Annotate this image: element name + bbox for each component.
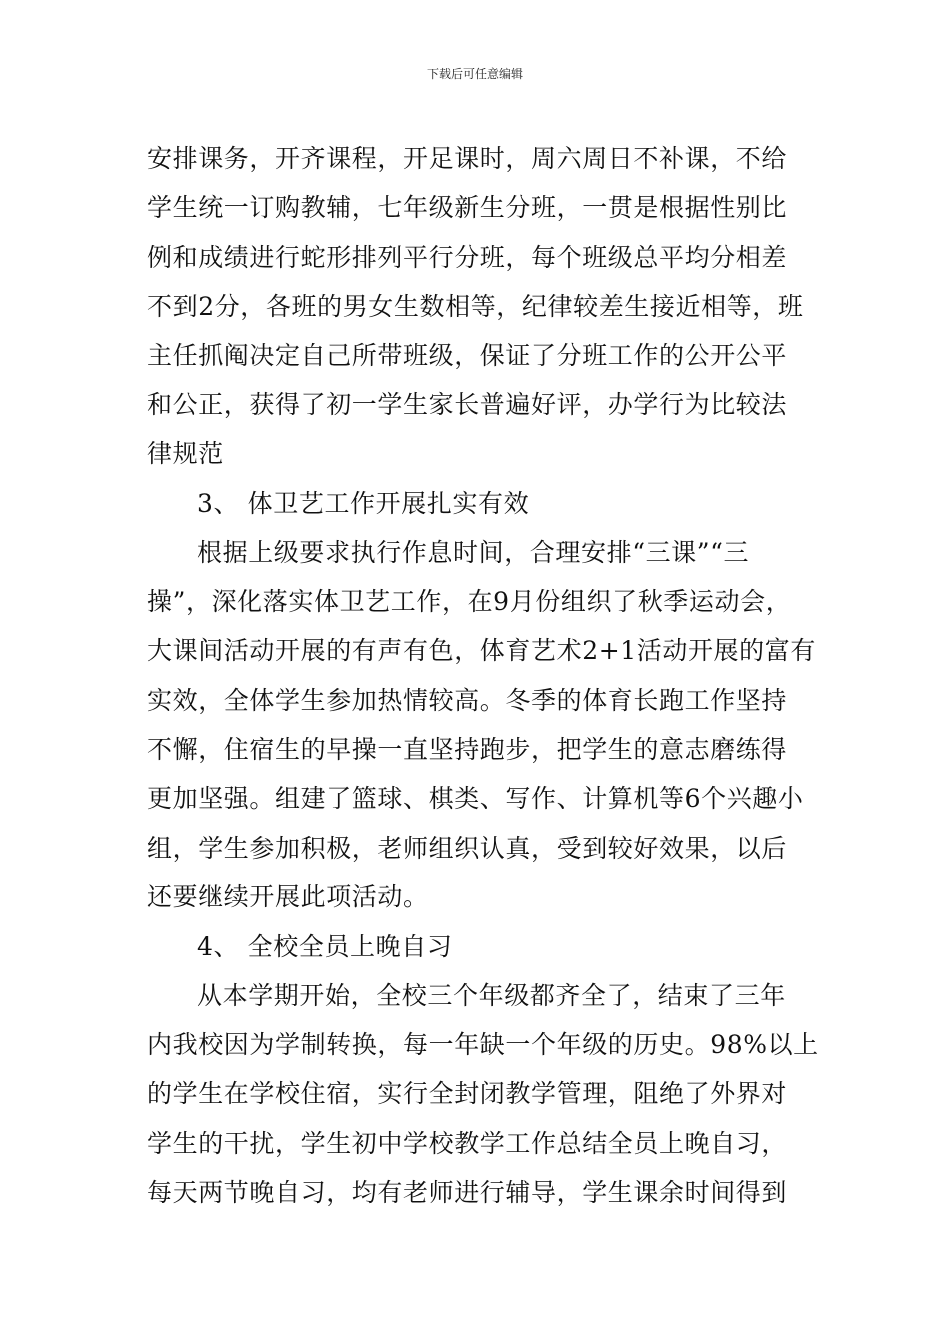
text-line: 学生的干扰，学生初中学校教学工作总结全员上晚自习， — [147, 1129, 788, 1158]
section-heading: 3、 体卫艺工作开展扎实有效 — [197, 489, 530, 518]
section-heading: 4、 全校全员上晚自习 — [197, 932, 453, 961]
text-line: 更加坚强。组建了篮球、棋类、写作、计算机等6个兴趣小 — [147, 784, 804, 813]
text-line: 不懈，住宿生的早操一直坚持跑步，把学生的意志磨练得 — [147, 735, 788, 764]
text-line: 例和成绩进行蛇形排列平行分班，每个班级总平均分相差 — [147, 243, 788, 272]
text-line: 不到2分，各班的男女生数相等，纪律较差生接近相等，班 — [147, 292, 804, 321]
text-line: 组，学生参加积极，老师组织认真，受到较好效果，以后 — [147, 834, 788, 863]
text-line: 操”，深化落实体卫艺工作，在9月份组织了秋季运动会， — [147, 587, 792, 616]
text-line: 根据上级要求执行作息时间，合理安排“三课”“三 — [197, 538, 750, 567]
text-line: 和公正，获得了初一学生家长普遍好评，办学行为比较法 — [147, 390, 788, 419]
text-line: 学生统一订购教辅，七年级新生分班，一贯是根据性别比 — [147, 193, 788, 222]
text-line: 内我校因为学制转换，每一年缺一个年级的历史。98%以上 — [147, 1030, 819, 1059]
text-line: 还要继续开展此项活动。 — [147, 882, 429, 911]
text-line: 律规范 — [147, 439, 224, 468]
text-line: 大课间活动开展的有声有色，体育艺术2+1活动开展的富有 — [147, 636, 816, 665]
text-line: 每天两节晚自习，均有老师进行辅导，学生课余时间得到 — [147, 1178, 788, 1207]
text-line: 安排课务，开齐课程，开足课时，周六周日不补课，不给 — [147, 144, 788, 173]
text-line: 主任抓阄决定自己所带班级，保证了分班工作的公开公平 — [147, 341, 788, 370]
text-line: 实效，全体学生参加热情较高。冬季的体育长跑工作坚持 — [147, 686, 788, 715]
page-header: 下载后可任意编辑 — [426, 67, 523, 81]
text-line: 从本学期开始，全校三个年级都齐全了，结束了三年 — [197, 981, 786, 1010]
text-line: 的学生在学校住宿，实行全封闭教学管理，阻绝了外界对 — [147, 1079, 788, 1108]
